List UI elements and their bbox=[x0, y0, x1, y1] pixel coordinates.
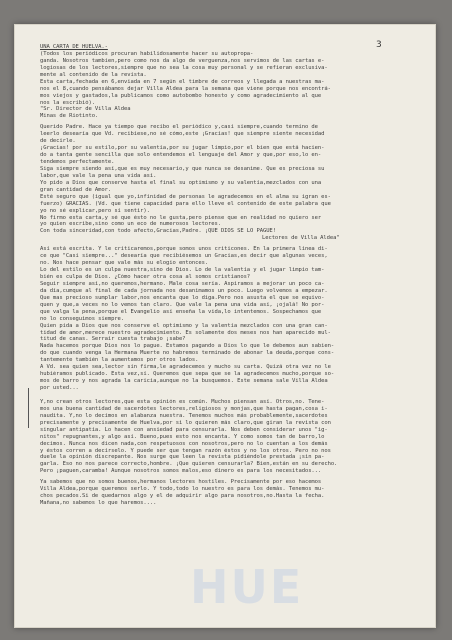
text-line: (Todos los periódicos procuran habilidosamente hacer su autopropa- bbox=[40, 50, 254, 57]
text-line: labor,que vale la pena una vida así. bbox=[40, 172, 157, 179]
critics-block bbox=[40, 399, 402, 475]
text-line: Querido Padre. Hace ya tiempo que recibo el periódico y,casi siempre,cuando termino de bbox=[40, 124, 318, 131]
text-line: de decirle. bbox=[40, 138, 76, 145]
text-line: mente al contenido de la revista. bbox=[40, 71, 147, 78]
text-line: Lo del estilo es un culpa nuestra,sino de Dios. Lo de la valentía y el jugar limpio tam- bbox=[40, 267, 325, 274]
text-line: "Sr. Director de Villa Aldea bbox=[40, 106, 131, 113]
text-line: mos viejos y gastados,la publicamos como autobombo honesto y como agradecimiento al que bbox=[40, 92, 322, 99]
text-line: Seguir siempre así,no queremos,hermano. Male cosa sería. Aspiramos a mejorar un poco ca- bbox=[40, 280, 325, 287]
text-line: nos la escribió). bbox=[40, 99, 95, 106]
text-line: mos de barro y nos agrada la caricia,aunque no la busquemos. Este semana sale Villa Aldea bbox=[40, 378, 328, 385]
text-line: duele la opinión discrepante. Nos surge que leen la revista pidiéndole prestada ¡sin pa- bbox=[40, 454, 325, 461]
text-line: naudita. Y,no lo decimos en alabanza nuestra. Tenemos muchos más probablemente,sacerdotes bbox=[40, 412, 328, 419]
text-line: ¡Gracias! por su estilo,por su valentía,por su jugar limpio,por el bien que está hacien- bbox=[40, 145, 325, 152]
text-line: singular antipatía. Lo hacen con ansiedad para censurarla. Nos deben considerar unos "ig- bbox=[40, 426, 328, 433]
text-line: ganda. Nosotros tambien,pero como nos da algo de verguenza,nos servimos de las cartas e- bbox=[40, 57, 325, 64]
text-line: y éstos corren a decírselo. Y puede ser que tengan razón éstos y no los otros. Pero no nos bbox=[40, 447, 331, 454]
margin-mark bbox=[28, 388, 33, 428]
text-line: do que cuando venga la Hermana Muerte no habremos terminado de abonar la deuda,porque cons- bbox=[40, 350, 335, 357]
text-line: gran cantidad de Amor. bbox=[40, 186, 112, 193]
text-line: tantemente también la aumentamos por otros lados. bbox=[40, 357, 199, 364]
text-line: yo no sé explicar,pero sí sentir). bbox=[40, 207, 150, 214]
text-line: bién es culpa de Dios. ¿Cómo hacer otra cosa al somos cristianos? bbox=[40, 274, 251, 280]
text-line: mos una buena cantidad de sacerdotes lectores,religiosos y monjas,que hasta pagan,cosa i- bbox=[40, 405, 328, 412]
text-line: Así está escrita. Y le criticaremos,porque somos unos criticones. En la primera línea di- bbox=[40, 246, 328, 253]
letter-title-row bbox=[40, 44, 402, 51]
text-line: Mañana,no sabemos lo que haremos.... bbox=[40, 500, 157, 507]
text-line: Y,no crean otros lectores,que esta opinión es común. Muchos piensan así. Otros,no. Tene- bbox=[40, 398, 325, 405]
text-line: Que mas precioso sumplar labor,nos encanta que lo diga.Pero nos asusta el que se equivo- bbox=[40, 294, 325, 301]
text-line: logiosas de los lectores,siempre que no sea la cosa muy personal y se refieran exclusiva- bbox=[40, 64, 328, 71]
text-line: tendemos perfectamente. bbox=[40, 159, 115, 165]
text-line: no. Nos hace pensar que vale más su elogio entonces. bbox=[40, 260, 209, 267]
text-line: leerlo desearía que Vd. recibiese,no sé cómo,este ¡Gracias! que siempre siente necesidad bbox=[40, 131, 325, 138]
letter-title: UNA CARTA DE HUELVA.- bbox=[40, 44, 108, 50]
letter-block bbox=[40, 124, 402, 235]
letter-signature: Lectores de Villa Aldea" bbox=[262, 235, 340, 242]
text-line: fuerzo) GRACIAS. (Vd. que tiene capacidad para ello lleve el contenido de este palabra que bbox=[40, 200, 331, 207]
text-line: Pero ¡paguen,caramba! Aunque nosotros somos malos,eso dinero es para los necesitados... bbox=[40, 468, 322, 475]
text-line: Ya sabemos que no somos buenos,hermanos lectores hostiles. Precisamente por eso hacemos bbox=[40, 479, 322, 486]
intro-block bbox=[40, 51, 402, 120]
text-line: Nada hacemos porque Dios nos lo pague. Estamos pagando a Dios lo que le debemos aun sabien- bbox=[40, 343, 335, 350]
text-line: Siga siempre siendo así,que es muy necesario,y que nunca se desanime. Que es preciosa su bbox=[40, 165, 325, 172]
closing-block bbox=[40, 479, 402, 507]
text-line: titud de canas. Serraír cuesta trabajo ¡sabe? bbox=[40, 336, 186, 343]
text-line: ce que "Casi siempre..." desearía que recibiésemos un Gracias,es decir que algunas veces, bbox=[40, 253, 328, 260]
page-number: 3 bbox=[376, 40, 382, 50]
text-line: yo quien escribe,sino como un eco de numerosos lectores. bbox=[40, 221, 221, 228]
text-line: Minas de Riotinto. bbox=[40, 113, 99, 120]
text-line: da día,cumque al final de cada jornada nos desanimamos un poco. Luego volvemos a empezar. bbox=[40, 287, 328, 294]
response-block bbox=[40, 246, 402, 392]
text-line: Quien pida a Dios que nos conserve el optimismo y la valentía mezclados con una gran can- bbox=[40, 322, 328, 329]
text-line: por usted... bbox=[40, 385, 79, 391]
watermark-stamp: HUE bbox=[190, 560, 304, 614]
text-line: Yo pido a Dios que conserve hasta el final su optimismo y su valentía,mezclados con una bbox=[40, 179, 322, 186]
text-line: no lo conseguimos siempre. bbox=[40, 315, 125, 322]
text-line: Con toda sinceridad,con todo afecto,Gracias,Padre. ¡QUE DIOS SE LO PAGUE! bbox=[40, 228, 276, 235]
text-line: Esta carta,fechada en 6,enviada en 7 según el timbre de correos y llegada a nuestras ma- bbox=[40, 78, 325, 85]
text-line: Esté seguro que (igual que yo,infinidad de personas le agradecemos en el alma su igran es- bbox=[40, 193, 331, 200]
text-line: do a tanta gente sencilla que solo entendemos el lenguaje del Amor y que,por eso,lo en- bbox=[40, 152, 322, 159]
text-line: chos pecados.Si de quedarnos algo y el de adquirir algo para nosotros,no.Hasta la fecha. bbox=[40, 493, 325, 500]
text-line: decimos. Nunca nos dicen nada,con respetuosos con nosotros,pero no lo cuentan a los demás bbox=[40, 440, 328, 447]
text-line: precisamente y precisamente de Huelva,por si lo quieren más claro,que giran la revista con bbox=[40, 419, 331, 426]
letter-body bbox=[40, 44, 402, 507]
text-line: tidad de amor,merece nuestro agradecimiento. Es solamente dos meses nos han aparecido mul- bbox=[40, 329, 331, 336]
text-line: quen y que,a veces no lo vemos tan claro. Que vale la pena una vida así, ¡ojalá! No por- bbox=[40, 301, 325, 308]
text-line: nitos" repugnantes,y algo así. Bueno,pues esto nos encanta. Y como somos tan de barro,lo bbox=[40, 433, 325, 440]
text-line: que valga la pena,porque el Evangelio así enseña la vida,lo intentemos. Sospechamos que bbox=[40, 308, 322, 315]
text-line: nos el 8,cuando pensábamos dejar Villa Aldea para la semana que viene porque nos encontrá- bbox=[40, 85, 331, 92]
text-line: garla. Eso no nos parece correcto,hombre. ¡Que quieren censurarla? Bien,están en su derecho. bbox=[40, 461, 338, 468]
text-line: A Vd. sea quien sea,lector sin firma,le agradecemos y mucho su carta. Quizá otra vez no le bbox=[40, 364, 331, 371]
signature-row bbox=[40, 235, 402, 242]
text-line: No firmo esta carta,y sé que ésto no le gusta,pero piense que en realidad no quiero ser bbox=[40, 214, 322, 221]
text-line: Villa Aldea,porque queremos serlo. Y todo,todo lo nuestro es para los demás. Tenemos mu- bbox=[40, 486, 325, 493]
text-line: hubiéramos publicado. Esta vez,sí. Queremos que sepa que se la agradecemos mucho,porque so- bbox=[40, 371, 335, 378]
